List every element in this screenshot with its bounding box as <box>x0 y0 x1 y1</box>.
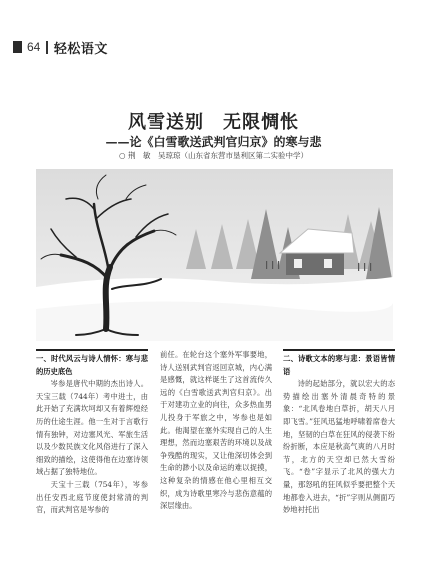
paragraph: 岑参是唐代中期的杰出诗人。天宝三载（744年）考中进士，由此开始了充满坎坷却又有着辉煌经历的仕途生涯。他一生对于言歌行情有独钟，对边塞风光、军旅生活以及少数民族文化风俗进行了深入细致的描绘，这使得他在边塞诗领域占据了独特地位。 <box>36 379 148 477</box>
text-column-3 <box>283 349 395 517</box>
text-column-1 <box>36 349 148 517</box>
text-column-2 <box>160 349 272 513</box>
section-heading-1: 一、时代风云与诗人情怀：寒与悲的历史底色 <box>36 349 148 378</box>
page-marker <box>13 41 22 53</box>
page-number: 64 <box>27 40 41 54</box>
section-heading-2: 二、诗歌文本的寒与悲：景语皆情语 <box>283 349 395 378</box>
article-subtitle: ——论《白雪歌送武判官归京》的寒与悲 <box>105 135 322 149</box>
header-divider <box>46 41 48 54</box>
article-author: ○ 荆 敏 吴琼琼（山东省东营市垦利区第二实验中学） <box>119 151 308 160</box>
paragraph: 诗的起始部分，就以宏大的态势描绘出塞外清晨奇特的景象：“北风卷地白草折，胡天八月即飞雪。”狂风迅猛地呼啸着席卷大地，坚韧的白草在狂风的侵袭下纷纷折断，本应是秋高气爽的八月时节，北方的天空却已然大雪纷飞。“卷”字显示了北风的强大力量，那怒吼的狂风似乎要把整个天地都卷入进去，“折”字则从侧面巧妙地衬托出 <box>283 379 395 515</box>
paragraph: 前任。在轮台这个塞外军事要地，诗人送别武判官返回京城，内心满是感慨，就这样诞生了这首流传久远的《白雪歌送武判官归京》。出于对建功立业的向往，众多热血男儿投身于军旅之中，岑参也是如此。他渴望在塞外实现自己的人生理想，然而边塞艰苦的环境以及战争残酷的现实，又让他深切体会到生命的渺小以及命运的难以捉摸，这种复杂的情感在他心里相互交织，成为诗歌里寒冷与悲伤意蕴的深层缘由。 <box>160 350 272 511</box>
page-header <box>13 39 108 55</box>
snow-scene-svg <box>36 169 393 341</box>
article-title: 风雪送别 无限惆怅 <box>128 112 299 133</box>
paragraph: 天宝十三载（754年），岑参出任安西北庭节度使封常清的判官，而武判官是岑参的 <box>36 479 148 515</box>
snow-scene-illustration <box>36 169 393 341</box>
section-title: 轻松语文 <box>53 41 108 57</box>
